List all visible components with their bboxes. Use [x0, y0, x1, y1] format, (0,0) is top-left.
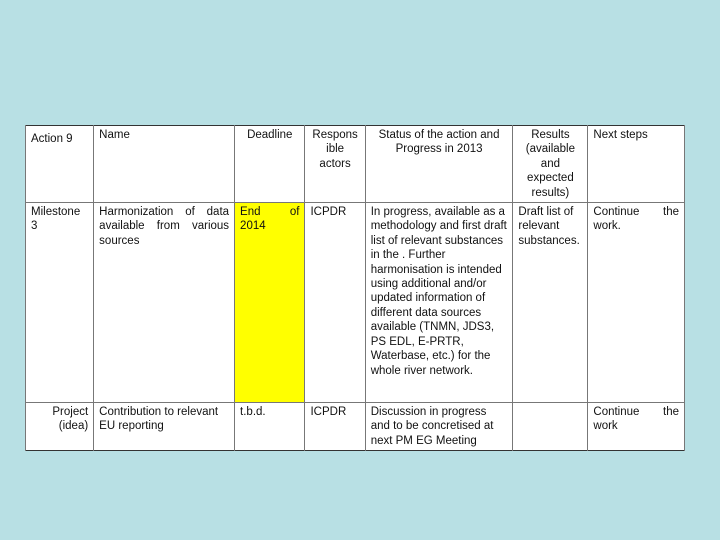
project-status: Discussion in progress and to be concretised at next PM EG Meeting	[365, 403, 513, 451]
project-deadline: t.b.d.	[235, 403, 305, 451]
header-responsible: Respons ible actors	[305, 126, 365, 203]
milestone-deadline: End of 2014	[235, 203, 305, 403]
table-header-row	[26, 126, 685, 203]
header-status: Status of the action and Progress in 2013	[365, 126, 513, 203]
milestone-status: In progress, available as a methodology and first draft list of relevant substances in the . Further harmonisation is intended using additional and/or updated information of different data sources available (TNMN, JDS3, PS EDL, E-PRTR, Waterbase, etc.) for the whole river network.	[365, 203, 513, 403]
project-action: Project (idea)	[26, 403, 94, 451]
header-deadline: Deadline	[235, 126, 305, 203]
header-next-steps: Next steps	[588, 126, 685, 203]
table-row-milestone	[26, 203, 685, 403]
milestone-next-steps: Continue the work.	[588, 203, 685, 403]
header-name: Name	[94, 126, 235, 203]
project-name: Contribution to relevant EU reporting	[94, 403, 235, 451]
milestone-responsible: ICPDR	[305, 203, 365, 403]
header-results: Results (available and expected results)	[513, 126, 588, 203]
milestone-results: Draft list of relevant substances.	[513, 203, 588, 403]
project-next-steps: Continue the work	[588, 403, 685, 451]
header-action: Action 9	[26, 126, 94, 203]
table-row-project	[26, 403, 685, 451]
milestone-action: Milestone 3	[26, 203, 94, 403]
milestone-name: Harmonization of data available from various sources	[94, 203, 235, 403]
project-results	[513, 403, 588, 451]
action-table	[25, 125, 685, 451]
project-responsible: ICPDR	[305, 403, 365, 451]
